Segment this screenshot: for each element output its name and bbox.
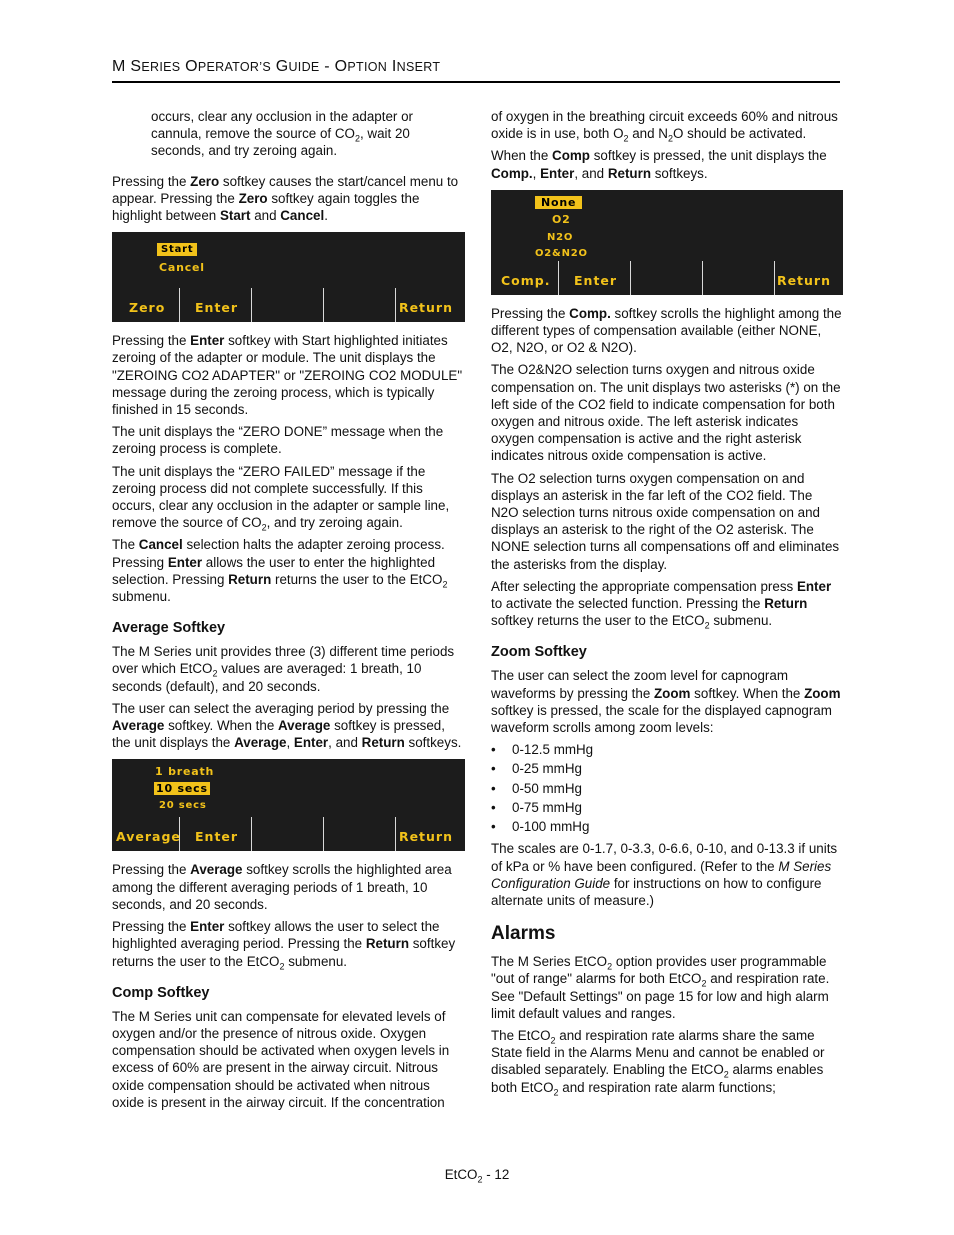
paragraph: Pressing the Zero softkey causes the start/cancel menu to appear. Pressing the Zero softkey again toggles the highlight between Start and Cancel. — [112, 173, 459, 224]
paragraph: The unit displays the “ZERO DONE” message when the zeroing process is complete. — [112, 424, 444, 457]
menu-option-o2[interactable]: O2 — [552, 212, 571, 226]
list-item: • 0-100 mmHg — [491, 818, 843, 835]
paragraph: When the Comp softkey is pressed, the unit displays the Comp., Enter, and Return softkeys. — [491, 148, 827, 181]
comp-softkey-screen — [491, 190, 843, 295]
paragraph: The M Series EtCO$_2$ option provides user programmable "out of range" alarms for both EtCO$_2$ and respiration rate. See "Default Settings" on page 15 for low and high alarm limit default values and ranges. — [491, 954, 830, 1021]
paragraph: The EtCO$_2$ and respiration rate alarms share the same State field in the Alarms Menu and cannot be enabled or disabled separately. Enabling the EtCO$_2$ alarms enables both EtCO$_2$ and respiration rate alarm functions; — [491, 1027, 825, 1098]
paragraph: The O2&N2O selection turns oxygen and nitrous oxide compensation on. The unit displays two asterisks (*) on the left side of the CO2 field to indicate compensation for both oxygen and nitrous oxide. The left asterisk indicates oxygen compensation is active and the right asterisk indicates nitrous oxide compensation is active. — [491, 362, 841, 464]
softkey-divider — [774, 261, 775, 295]
enter-softkey[interactable]: Enter — [574, 272, 618, 288]
average-softkey[interactable]: Average — [116, 829, 181, 845]
paragraph: The unit displays the “ZERO FAILED” message if the zeroing process did not complete successfully. If this occurs, clear any occlusion in the adapter or sample line, remove the source of $CO_2$, and try zeroing again. — [112, 463, 450, 533]
softkey-divider — [395, 288, 396, 322]
menu-option-cancel[interactable]: Cancel — [159, 261, 205, 275]
paragraph: The O2 selection turns oxygen compensation on and displays an asterisk in the far left of the CO2 field. The N2O selection turns nitrous oxide compensation on and displays an asterisk to the right of the O2 asterisk. The NONE selection turns all compensations off and eliminates the asterisks from the display. — [491, 470, 840, 572]
section-heading: Average Softkey — [112, 620, 226, 637]
left-column — [112, 108, 465, 1116]
section-heading: Zoom Softkey — [491, 644, 587, 661]
menu-option-1-breath[interactable]: 1 breath — [155, 765, 215, 779]
paragraph: The M Series unit provides three (3) different time periods over which EtCO$_2$ values are averaged: 1 breath, 10 seconds (default), and 20 seconds. — [112, 644, 455, 694]
paragraph: After selecting the appropriate compensation press Enter to activate the selected function. Pressing the Return softkey returns the user to the EtCO$_2$ submenu. — [491, 578, 832, 631]
softkey-divider — [179, 288, 180, 322]
softkey-divider — [251, 817, 252, 851]
list-item: • 0-25 mmHg — [491, 760, 843, 777]
zoom-level-list — [491, 741, 843, 835]
paragraph: The user can select the zoom level for capnogram waveforms by pressing the Zoom softkey. When the Zoom softkey is pressed, the scale for the displayed capnogram waveform scrolls among zoom levels: — [491, 668, 841, 736]
header-rule — [112, 81, 840, 83]
list-item: • 0-75 mmHg — [491, 799, 843, 816]
paragraph: Pressing the Comp. softkey scrolls the highlight among the different types of compensation available (either NONE, O2, N2O, or O2 & N2O). — [491, 305, 842, 356]
paragraph: Pressing the Enter softkey allows the user to select the highlighted averaging period. Pressing the Return softkey returns the user to the EtCO$_2$ submenu. — [112, 919, 456, 972]
running-header: M SERIES OPERATOR’S GUIDE - OPTION INSERT — [112, 58, 441, 75]
return-softkey[interactable]: Return — [776, 272, 831, 288]
paragraph: Pressing the Average softkey scrolls the highlighted area among the different averaging periods of 1 breath, 10 seconds, and 20 seconds. — [112, 862, 452, 912]
menu-option-10-secs[interactable]: 10 secs — [156, 782, 208, 796]
return-softkey[interactable]: Return — [398, 829, 453, 845]
page-number: EtCO$_2$ - 12 — [444, 1167, 510, 1185]
section-heading-alarms: Alarms — [491, 923, 556, 945]
softkey-divider — [323, 288, 324, 322]
softkey-divider — [630, 261, 631, 295]
softkey-divider — [702, 261, 703, 295]
paragraph: The user can select the averaging period by pressing the Average softkey. When the Average softkey is pressed, the unit displays the Average, Enter, and Return softkeys. — [112, 700, 462, 751]
average-softkey-screen — [112, 759, 465, 851]
paragraph: The M Series unit can compensate for elevated levels of oxygen and/or the presence of nitrous oxide. Oxygen compensation should be activated when oxygen levels in excess of 60% are present in the airway circuit. Nitrous oxide compensation should be activated when nitrous oxide is present in the airway circuit. If the concentration — [112, 1008, 450, 1110]
menu-option-start[interactable]: Start — [157, 243, 197, 256]
softkey-divider — [395, 817, 396, 851]
softkey-divider — [558, 261, 559, 295]
paragraph: Pressing the Enter softkey with Start highlighted initiates zeroing of the adapter or module. The unit displays the "ZEROING CO2 ADAPTER" or "ZEROING CO2 MODULE" message during the zeroing process, which is typically finished in 15 seconds. — [112, 333, 463, 418]
menu-option-o2-n2o[interactable]: O2&N2O — [535, 247, 588, 259]
enter-softkey[interactable]: Enter — [195, 300, 239, 316]
return-softkey[interactable]: Return — [398, 300, 453, 316]
section-heading: Comp Softkey — [112, 984, 210, 1001]
softkey-divider — [323, 817, 324, 851]
paragraph: of oxygen in the breathing circuit exceeds 60% and nitrous oxide is in use, both $O_2$ and $N_2O$ should be activated. — [491, 109, 838, 144]
enter-softkey[interactable]: Enter — [195, 829, 239, 845]
paragraph: occurs, clear any occlusion in the adapter or cannula, remove the source of $CO_2$, wait 20 seconds, and try zeroing again. — [151, 109, 414, 159]
zero-softkey[interactable]: Zero — [129, 300, 166, 316]
right-column — [491, 108, 843, 1101]
list-item: • 0-12.5 mmHg — [491, 741, 843, 758]
softkey-divider — [251, 288, 252, 322]
list-item: • 0-50 mmHg — [491, 780, 843, 797]
paragraph: The scales are 0-1.7, 0-3.3, 0-6.6, 0-10, and 0-13.3 if units of kPa or % have been configured. (Refer to the M Series Configuration Guide for instructions on how to configure alternate units of measure.) — [491, 841, 838, 908]
menu-option-n2o[interactable]: N2O — [547, 231, 574, 243]
comp-softkey[interactable]: Comp. — [501, 272, 551, 288]
zero-softkey-screen — [112, 232, 465, 322]
menu-option-20-secs[interactable]: 20 secs — [159, 800, 207, 812]
paragraph: The Cancel selection halts the adapter zeroing process. Pressing Enter allows the user to enter the highlighted selection. Pressing Return returns the user to the EtCO$_2$ submenu. — [112, 537, 448, 605]
menu-option-none[interactable]: None — [535, 196, 582, 209]
